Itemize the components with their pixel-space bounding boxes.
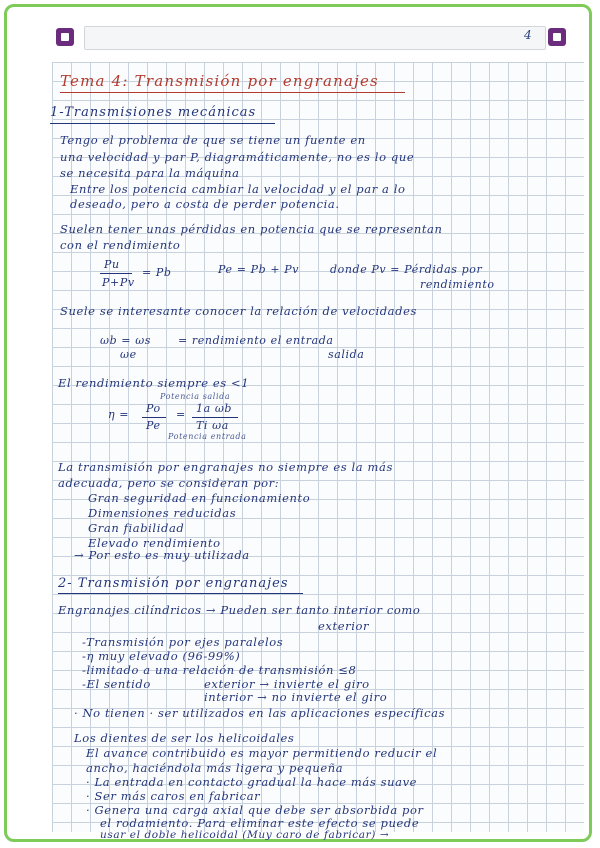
fraction-bar — [192, 417, 238, 418]
list-item: -El sentido — [82, 677, 151, 691]
corner-logo-icon — [56, 28, 74, 46]
heading-underline — [50, 123, 275, 124]
text-line: Entre los potencia cambiar la velocidad y el par a lo — [70, 182, 406, 196]
heading-underline — [58, 593, 303, 594]
list-item: exterior → invierte el giro — [204, 677, 370, 691]
formula-text: donde Pv = Pérdidas por — [330, 263, 483, 276]
list-item: · No tienen · ser utilizados en las aplicaciones específicas — [74, 706, 446, 720]
text-line: · Ser más caros en fabricar — [86, 789, 261, 803]
text-line: con el rendimiento — [60, 238, 181, 252]
list-item: Gran fiabilidad — [88, 521, 185, 535]
formula-text: rendimiento — [420, 278, 495, 291]
text-line: Los dientes de ser los helicoidales — [74, 731, 295, 745]
list-item: interior → no invierte el giro — [204, 690, 388, 704]
list-item: -Transmisión por ejes paralelos — [82, 635, 284, 649]
formula-denominator: P+Pv — [102, 276, 135, 289]
formula-text: Pe = Pb + Pv — [218, 263, 300, 276]
text-line: → Por esto es muy utilizada — [74, 548, 250, 562]
corner-logo-icon — [548, 28, 566, 46]
fraction-bar — [100, 273, 132, 274]
formula-text: salida — [328, 348, 365, 361]
text-line: deseado, pero a costa de perder potencia. — [70, 197, 340, 211]
list-item: Dimensiones reducidas — [88, 506, 237, 520]
title-underline — [60, 92, 405, 93]
page-title: Tema 4: Transmisión por engranajes — [60, 72, 379, 90]
list-item: Elevado rendimiento — [88, 536, 221, 550]
formula-text: ωb = ωs — [100, 334, 152, 347]
formula-text: = rendimiento el entrada — [178, 334, 334, 347]
text-line: adecuada, pero se consideran por: — [58, 476, 280, 490]
formula-denominator: ωe — [120, 348, 137, 361]
text-line: exterior — [318, 619, 370, 633]
text-line: El avance contribuido es mayor permitiendo reducir el — [86, 746, 438, 760]
fraction-bar — [142, 417, 166, 418]
formula-annotation: Potencia entrada — [168, 432, 247, 441]
text-line: Engranajes cilíndricos → Pueden ser tanto interior como — [58, 603, 421, 617]
formula-denominator: Pe — [146, 419, 161, 432]
formula-numerator: Pu — [104, 258, 120, 271]
text-line: usar el doble helicoidal (Muy caro de fabricar) → — [100, 829, 390, 841]
header-bar — [84, 26, 546, 50]
formula-annotation: Potencia salida — [160, 392, 231, 401]
formula-text: η = — [108, 408, 130, 421]
formula-denominator: Ti ωa — [196, 419, 229, 432]
text-line: una velocidad y par P, diagramáticamente, no es lo que — [60, 150, 415, 164]
text-line: El rendimiento siempre es <1 — [58, 376, 250, 390]
list-item: -limitado a una relación de transmisión ≤8 — [82, 663, 357, 677]
formula-numerator: Po — [146, 402, 161, 415]
text-line: ancho, haciéndola más ligera y pequeña — [86, 761, 344, 775]
text-line: · La entrada en contacto gradual la hace más suave — [86, 775, 418, 789]
text-line: Suelen tener unas pérdidas en potencia que se representan — [60, 222, 443, 236]
section-heading: 1-Transmisiones mecánicas — [50, 105, 257, 120]
section-heading: 2- Transmisión por engranajes — [58, 576, 289, 591]
text-line: se necesita para la máquina — [60, 166, 240, 180]
list-item: -η muy elevado (96-99%) — [82, 649, 241, 663]
text-line: · Genera una carga axial que debe ser absorbida por — [86, 803, 424, 817]
formula-numerator: 1a ωb — [196, 402, 233, 415]
text-line: La transmisión por engranajes no siempre es la más — [58, 460, 393, 474]
text-line: Suele se interesante conocer la relación de velocidades — [60, 304, 418, 318]
text-line: Tengo el problema de que se tiene un fuente en — [60, 133, 366, 147]
list-item: Gran seguridad en funcionamiento — [88, 491, 311, 505]
page-number: 4 — [524, 28, 532, 42]
formula-text: = Pb — [142, 266, 172, 279]
formula-text: = — [176, 408, 186, 421]
text-line: el rodamiento. Para eliminar este efecto se puede — [100, 816, 420, 830]
